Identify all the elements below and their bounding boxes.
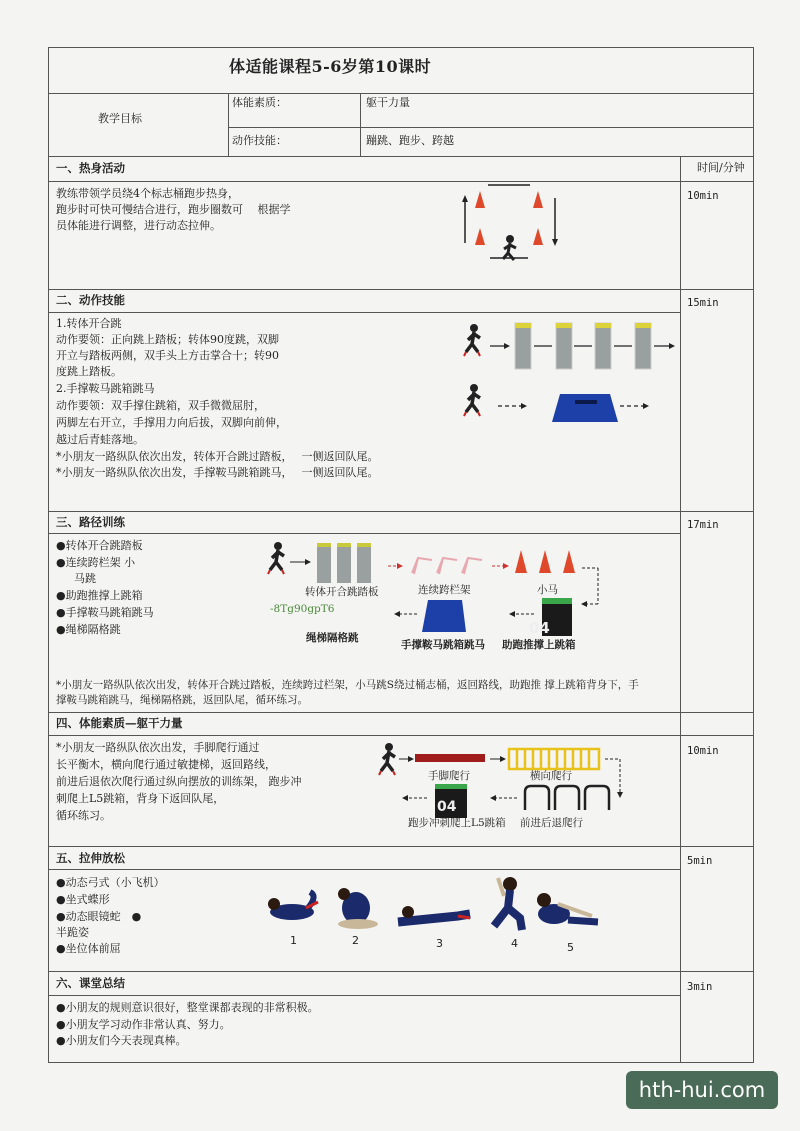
- table-border-bottom: [48, 1062, 754, 1063]
- step-board-icon: [317, 543, 331, 583]
- runner-icon: [464, 384, 480, 416]
- stretch-bullet: 半跪姿: [56, 926, 89, 939]
- quality-label: 体能素质：: [232, 96, 287, 109]
- skills-line: 两脚左右开立，手撑用力向后拔，双脚向前伸，: [56, 416, 287, 429]
- pose-number: 1: [290, 934, 297, 947]
- skills-line: 动作要领：正向跳上踏板；转体90度跳，双脚: [56, 333, 279, 346]
- hline: [48, 846, 754, 847]
- half-kneel-pose-icon: [494, 877, 522, 930]
- warmup-diagram: [450, 183, 580, 273]
- hurdle-icon: [412, 558, 432, 574]
- skills-line: 度跳上踏板。: [56, 365, 122, 378]
- skills-line: 越过后青蛙落地。: [56, 433, 144, 446]
- cone-icon: [475, 228, 485, 245]
- hline: [48, 735, 754, 736]
- warmup-line: 教练带领学员绕4个标志桶跑步热身，: [56, 187, 239, 200]
- route-caption-vault: 手撑鞍马跳箱跳马: [401, 639, 485, 651]
- cone-icon: [533, 191, 543, 208]
- route-time: 17min: [687, 519, 719, 531]
- agility-ladder-icon: [509, 749, 599, 769]
- watermark-badge: hth-hui.com: [626, 1071, 778, 1109]
- route-caption-code: -8Tg90gpT6: [270, 603, 335, 615]
- skills-diagram: [460, 318, 680, 430]
- time-column-line: [680, 156, 681, 1062]
- core-line: *小朋友一路纵队依次出发，手脚爬行通过: [56, 741, 260, 754]
- butterfly-pose-icon: [338, 888, 378, 929]
- table-border-right: [753, 47, 754, 1063]
- warmup-time: 10min: [687, 190, 719, 202]
- summary-heading: 六、课堂总结: [56, 976, 125, 990]
- vline: [228, 93, 229, 156]
- stretch-bullet: ●坐位体前屈: [56, 942, 121, 955]
- step-board-icon: [515, 323, 531, 369]
- training-frame-icon: [525, 786, 609, 810]
- bow-pose-icon: [268, 892, 318, 920]
- stretch-time: 5min: [687, 855, 713, 867]
- skills-line: 动作要领：双手撑住跳箱，双手微微屈肘，: [56, 399, 265, 412]
- runner-icon: [464, 324, 480, 356]
- warmup-heading: 一、热身活动: [56, 161, 125, 175]
- hline: [48, 995, 680, 996]
- core-caption-back: 前进后退爬行: [520, 817, 583, 829]
- time-column-header: 时间/分钟: [697, 161, 745, 174]
- vault-box-icon: [552, 394, 618, 422]
- hline: [48, 181, 754, 182]
- route-bullet: ●转体开合跳踏板: [56, 539, 143, 552]
- skills-time: 15min: [687, 297, 719, 309]
- warmup-line: 跑步时可快可慢结合进行，跑步圈数可 根据学: [56, 203, 291, 216]
- quality-value: 躯干力量: [366, 96, 410, 109]
- hline: [48, 289, 754, 290]
- skills-heading: 二、动作技能: [56, 293, 125, 307]
- cone-icon: [539, 550, 551, 573]
- summary-bullet: ●小朋友学习动作非常认真、努力。: [56, 1018, 231, 1031]
- pose-number: 4: [511, 937, 518, 950]
- hline: [48, 312, 680, 313]
- hline: [48, 156, 754, 157]
- skills-line: 开立与踏板两侧，双手头上方击掌合十；转90: [56, 349, 279, 362]
- hurdle-icon: [462, 558, 482, 574]
- core-line: 前进后退依次爬行通过纵向摆放的训练架， 跑步冲: [56, 775, 302, 788]
- route-bullet: ●手撑鞍马跳箱跳马: [56, 606, 154, 619]
- core-time: 10min: [687, 745, 719, 757]
- pose-number: 5: [567, 941, 574, 954]
- cone-icon: [563, 550, 575, 573]
- route-bullet: ●助跑推撑上跳箱: [56, 589, 143, 602]
- core-box-number: 04: [437, 799, 457, 815]
- stretch-poses: [258, 874, 608, 936]
- route-caption-ladder: 绳梯隔格跳: [306, 632, 359, 644]
- route-note: 撑鞍马跳箱跳马，绳梯隔格跳，返回队尾，循环练习。: [56, 694, 308, 706]
- hline: [48, 869, 680, 870]
- skills-line: 2.手撑鞍马跳箱跳马: [56, 382, 155, 395]
- page-title: 体适能课程5-6岁第10课时: [229, 57, 432, 76]
- balance-beam-icon: [415, 754, 485, 762]
- cobra-pose-icon: [398, 906, 470, 922]
- skills-line: *小朋友一路纵队依次出发，手撑鞍马跳箱跳马， 一侧返回队尾。: [56, 466, 379, 479]
- step-board-icon: [595, 323, 611, 369]
- skills-line: 1.转体开合跳: [56, 317, 122, 330]
- route-bullet: ●绳梯隔格跳: [56, 623, 121, 636]
- hline: [48, 511, 754, 512]
- step-board-icon: [635, 323, 651, 369]
- runner-icon: [379, 743, 395, 775]
- route-bullet: 马跳: [74, 572, 96, 585]
- summary-bullet: ●小朋友们今天表现真棒。: [56, 1034, 187, 1047]
- cone-icon: [515, 550, 527, 573]
- cone-icon: [475, 191, 485, 208]
- warmup-line: 员体能进行调整，进行动态拉伸。: [56, 219, 221, 232]
- route-caption-pony: 小马: [537, 584, 558, 596]
- step-board-icon: [556, 323, 572, 369]
- runner-icon: [268, 542, 284, 574]
- stretch-bullet: ●动态眼镜蛇 ●: [56, 910, 142, 923]
- core-line: 刺爬上L5跳箱，背身下返回队尾，: [56, 792, 225, 805]
- route-caption-box: 助跑推撑上跳箱: [502, 639, 576, 651]
- core-caption-side: 横向爬行: [530, 770, 572, 782]
- route-caption-board: 转体开合跳踏板: [305, 586, 379, 598]
- core-line: 长平衡木，横向爬行通过敏捷梯，返回路线，: [56, 758, 276, 771]
- summary-time: 3min: [687, 981, 713, 993]
- hline: [48, 971, 754, 972]
- pose-number: 3: [436, 937, 443, 950]
- route-heading: 三、路径训练: [56, 515, 125, 529]
- hline: [228, 127, 754, 128]
- seated-forward-bend-icon: [537, 893, 598, 924]
- step-board-icon: [357, 543, 371, 583]
- table-border-top: [48, 47, 754, 48]
- stretch-heading: 五、拉伸放松: [56, 851, 125, 865]
- hline: [48, 533, 680, 534]
- hurdle-icon: [437, 558, 457, 574]
- hline: [48, 712, 754, 713]
- table-border-left: [48, 47, 49, 1063]
- step-board-icon: [337, 543, 351, 583]
- stretch-bullet: ●坐式蝶形: [56, 893, 110, 906]
- core-caption-crawl: 手脚爬行: [428, 770, 470, 782]
- goal-label: 教学目标: [98, 112, 142, 125]
- route-bullet: ●连续跨栏架 小: [56, 556, 136, 569]
- route-note: *小朋友一路纵队依次出发，转体开合跳过踏板，连续跨过栏架，小马跳S绕过桶志桶，返回路线，助跑推 撑上跳箱背身下，手: [56, 679, 639, 691]
- skill-value: 蹦跳、跑步、跨越: [366, 134, 454, 147]
- pose-number: 2: [352, 934, 359, 947]
- stretch-bullet: ●动态弓式（小飞机）: [56, 876, 165, 889]
- core-line: 循环练习。: [56, 809, 111, 822]
- core-heading: 四、体能素质—躯干力量: [56, 716, 183, 730]
- runner-icon: [503, 235, 516, 260]
- skill-label: 动作技能：: [232, 134, 287, 147]
- hline: [48, 93, 754, 94]
- skills-line: *小朋友一路纵队依次出发，转体开合跳过踏板， 一侧返回队尾。: [56, 450, 379, 463]
- summary-bullet: ●小朋友的规则意识很好，整堂课都表现的非常积极。: [56, 1001, 319, 1014]
- vline: [360, 93, 361, 156]
- route-caption-hurdle: 连续跨栏架: [418, 584, 471, 596]
- core-caption-sprint: 跑步冲刺爬上L5跳箱: [408, 817, 506, 829]
- vault-box-icon: [422, 600, 466, 632]
- cone-icon: [533, 228, 543, 245]
- route-box-number: 04: [529, 619, 550, 637]
